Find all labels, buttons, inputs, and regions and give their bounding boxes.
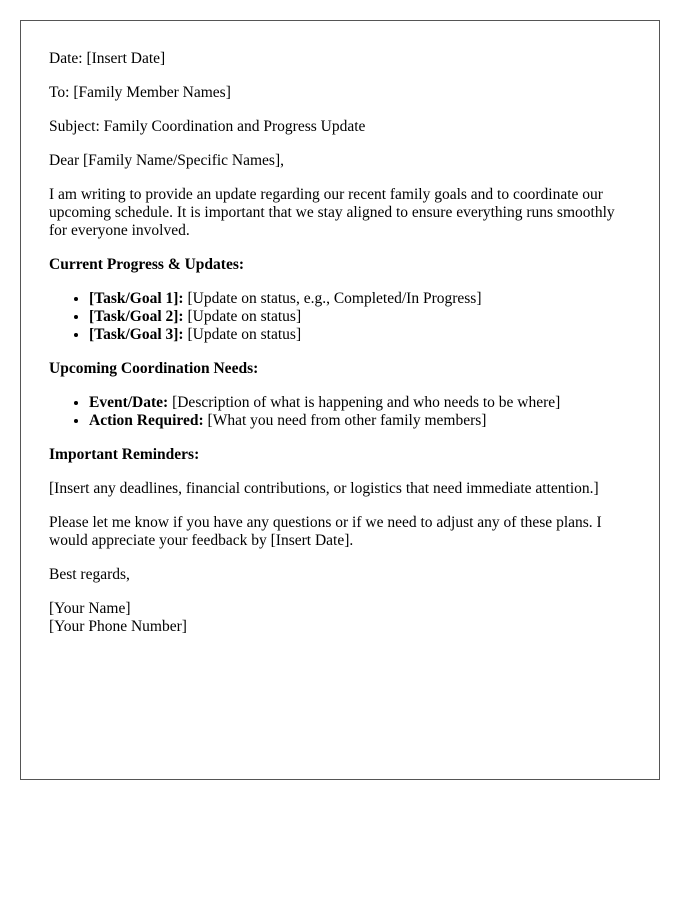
sign-off: Best regards, — [49, 566, 130, 583]
list-item-text: [Update on status] — [183, 326, 302, 343]
list-item — [89, 290, 631, 308]
list-item-label: [Task/Goal 2]: — [89, 308, 184, 325]
progress-heading: Current Progress & Updates: — [49, 256, 245, 273]
list-item-text: [Update on status, e.g., Completed/In Progress] — [183, 290, 482, 307]
closing-paragraph: Please let me know if you have any questions or if we need to adjust any of these plans. I would appreciate your feedback by [Insert Date]. — [49, 514, 602, 549]
list-item — [89, 308, 631, 326]
signature-name: [Your Name] — [49, 600, 131, 617]
coordination-heading: Upcoming Coordination Needs: — [49, 360, 259, 377]
reminders-heading: Important Reminders: — [49, 446, 200, 463]
intro-paragraph: I am writing to provide an update regarding our recent family goals and to coordinate our upcoming schedule. It is important that we stay aligned to ensure everything runs smoothly for everyone involved. — [49, 186, 615, 239]
list-item-text: [Update on status] — [183, 308, 302, 325]
list-item-label: Event/Date: — [89, 394, 169, 411]
list-item-text: [What you need from other family members] — [203, 412, 487, 429]
progress-list — [49, 290, 631, 344]
letter-page — [20, 20, 660, 780]
list-item-label: Action Required: — [89, 412, 204, 429]
coordination-list — [49, 394, 631, 430]
list-item — [89, 412, 631, 430]
salutation: Dear [Family Name/Specific Names], — [49, 152, 284, 169]
list-item-text: [Description of what is happening and who needs to be where] — [168, 394, 561, 411]
signature-phone: [Your Phone Number] — [49, 618, 187, 635]
date-line: Date: [Insert Date] — [49, 50, 166, 67]
list-item-label: [Task/Goal 1]: — [89, 290, 184, 307]
list-item-label: [Task/Goal 3]: — [89, 326, 184, 343]
signature-block — [49, 600, 631, 636]
subject-line: Subject: Family Coordination and Progress Update — [49, 118, 366, 135]
list-item — [89, 326, 631, 344]
recipient-line: To: [Family Member Names] — [49, 84, 231, 101]
reminders-paragraph: [Insert any deadlines, financial contributions, or logistics that need immediate attention.] — [49, 480, 599, 497]
list-item — [89, 394, 631, 412]
